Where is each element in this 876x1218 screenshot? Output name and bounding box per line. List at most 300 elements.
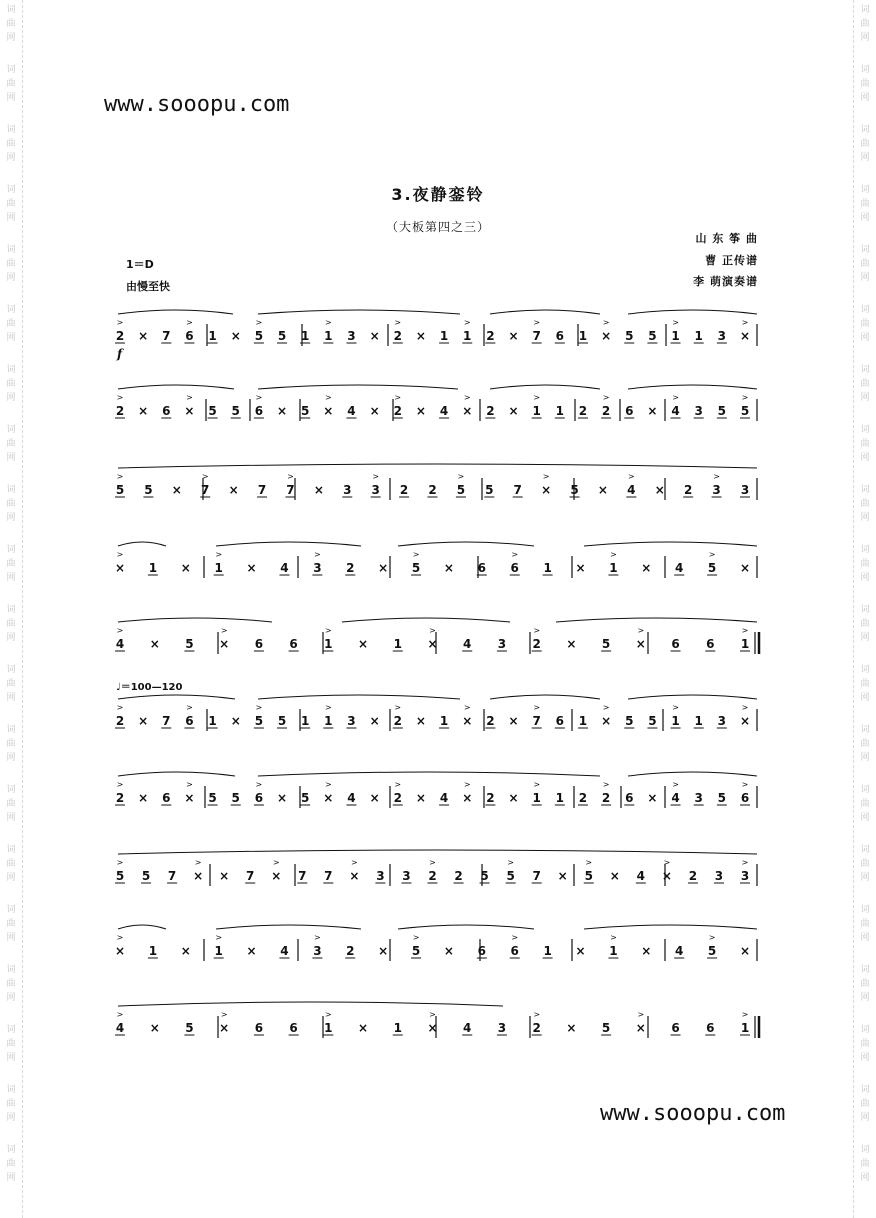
- score-note: ×: [415, 791, 426, 805]
- slur-line: [118, 385, 234, 389]
- score-note: 1: [555, 404, 564, 418]
- watermark-glyph: 曲: [6, 679, 16, 689]
- score-note: 1: [393, 1021, 402, 1035]
- score-note: 1: [208, 329, 217, 343]
- accent-mark: >: [220, 1010, 228, 1019]
- accent-mark: >: [610, 550, 617, 559]
- score-note: 1: [578, 714, 588, 728]
- score-note: ×: [635, 1021, 646, 1035]
- score-note: ×: [246, 561, 257, 575]
- score-note: 1: [532, 791, 541, 805]
- score-note: ×: [149, 1021, 160, 1035]
- score-note: 5: [115, 869, 125, 883]
- score-note: 5: [717, 791, 727, 805]
- watermark-glyph: 词: [860, 965, 870, 975]
- score-note: 1: [148, 944, 158, 958]
- watermark-glyph: 网: [6, 873, 16, 883]
- watermark-glyph: 曲: [860, 859, 870, 869]
- score-note: 5: [277, 714, 287, 728]
- watermark-glyph: 曲: [6, 1159, 16, 1169]
- watermark-glyph: 网: [860, 1173, 870, 1183]
- score-note: ×: [228, 483, 239, 497]
- slur-line: [490, 310, 600, 314]
- watermark-glyph: 曲: [6, 19, 16, 29]
- watermark-glyph: 词: [6, 245, 16, 255]
- score-note: 7: [324, 869, 333, 883]
- score-note: 1: [439, 329, 449, 343]
- score-note: 5: [584, 869, 593, 883]
- score-note: 7: [167, 869, 177, 883]
- score-note: 2: [578, 791, 588, 805]
- accent-mark: >: [394, 318, 402, 327]
- score-note: 3: [313, 561, 322, 575]
- score-note: 4: [636, 869, 646, 883]
- accent-mark: >: [672, 780, 679, 789]
- score-note: ×: [180, 944, 191, 958]
- accent-mark: >: [672, 393, 679, 402]
- score-note: 2: [454, 869, 463, 883]
- score-note: 5: [185, 637, 194, 651]
- watermark-glyph: 词: [6, 965, 16, 975]
- score-note: ×: [415, 404, 426, 418]
- score-note: ×: [369, 791, 380, 805]
- score-note: ×: [271, 869, 282, 883]
- accent-mark: >: [602, 780, 610, 789]
- accent-mark: >: [186, 780, 193, 789]
- accent-mark: >: [610, 933, 617, 942]
- score-note: ×: [180, 561, 191, 575]
- score-note: 7: [162, 714, 171, 728]
- score-note: 6: [625, 404, 634, 418]
- accent-mark: >: [585, 858, 593, 867]
- watermark-glyph: 词: [860, 485, 870, 495]
- score-note: 4: [675, 944, 684, 958]
- score-note: 5: [254, 329, 264, 343]
- score-note: 3: [497, 1021, 507, 1035]
- accent-mark: >: [429, 858, 436, 867]
- score-note: 3: [717, 714, 727, 728]
- tempo-marking: 由慢至快: [126, 280, 170, 293]
- score-note: 5: [625, 329, 634, 343]
- score-note: ×: [575, 944, 586, 958]
- score-note: 2: [428, 869, 437, 883]
- watermark-glyph: 曲: [860, 319, 870, 329]
- accent-mark: >: [116, 703, 124, 712]
- watermark-glyph: 曲: [860, 979, 870, 989]
- score-note: 2: [393, 791, 402, 805]
- score-note: 2: [346, 944, 355, 958]
- watermark-glyph: 词: [6, 125, 16, 135]
- accent-mark: >: [741, 393, 749, 402]
- watermark-glyph: 曲: [860, 79, 870, 89]
- score-note: ×: [219, 869, 230, 883]
- watermark-glyph: 曲: [6, 139, 16, 149]
- score-note: 1: [439, 714, 449, 728]
- score-note: 7: [162, 329, 171, 343]
- score-note: ×: [443, 944, 454, 958]
- score-note: 5: [411, 944, 421, 958]
- watermark-glyph: 网: [6, 453, 16, 463]
- score-note: ×: [277, 404, 288, 418]
- score-note: 5: [717, 404, 727, 418]
- watermark-glyph: 词: [6, 1145, 16, 1155]
- watermark-glyph: 曲: [6, 319, 16, 329]
- accent-mark: >: [602, 318, 610, 327]
- score-note: 4: [463, 637, 472, 651]
- watermark-glyph: 曲: [6, 1099, 16, 1109]
- accent-mark: >: [463, 703, 471, 712]
- score-note: 3: [347, 329, 356, 343]
- score-note: 5: [141, 869, 151, 883]
- score-note: ×: [427, 637, 438, 651]
- score-note: 2: [532, 637, 541, 651]
- accent-mark: >: [255, 703, 263, 712]
- accent-mark: >: [533, 1010, 541, 1019]
- score-note: 7: [257, 483, 267, 497]
- watermark-glyph: 词: [6, 5, 16, 15]
- accent-mark: >: [708, 933, 716, 942]
- accent-mark: >: [533, 703, 541, 712]
- watermark-glyph: 曲: [6, 439, 16, 449]
- score-note: 4: [347, 791, 356, 805]
- score-note: ×: [541, 483, 552, 497]
- accent-mark: >: [394, 703, 402, 712]
- score-note: 6: [185, 329, 194, 343]
- score-note: ×: [171, 483, 182, 497]
- score-note: 7: [532, 714, 541, 728]
- accent-mark: >: [116, 318, 124, 327]
- score-note: 5: [601, 637, 611, 651]
- score-note: 4: [115, 637, 125, 651]
- watermark-glyph: 曲: [6, 259, 16, 269]
- score-note: 2: [399, 483, 409, 497]
- watermark-glyph: 词: [860, 365, 870, 375]
- accent-mark: >: [741, 1010, 749, 1019]
- score-note: 3: [712, 483, 721, 497]
- score-note: ×: [609, 869, 620, 883]
- score-note: ×: [138, 791, 149, 805]
- score-note: 1: [694, 714, 703, 728]
- score-note: ×: [566, 637, 577, 651]
- score-note: ×: [739, 329, 751, 343]
- watermark-glyph: 曲: [860, 379, 870, 389]
- accent-mark: >: [314, 550, 321, 559]
- score-note: 3: [714, 869, 724, 883]
- score-note: 4: [280, 561, 289, 575]
- score-note: 1: [609, 561, 618, 575]
- score-note: 6: [289, 1021, 298, 1035]
- score-note: ×: [575, 561, 586, 575]
- score-note: ×: [149, 637, 160, 651]
- score-note: ×: [597, 483, 608, 497]
- score-note: ×: [184, 404, 195, 418]
- accent-mark: >: [215, 550, 223, 559]
- score-note: 1: [555, 791, 564, 805]
- score-note: 1: [463, 329, 472, 343]
- score-note: 3: [343, 483, 352, 497]
- score-note: 2: [486, 329, 495, 343]
- score-note: ×: [641, 944, 652, 958]
- score-note: 1: [324, 637, 333, 651]
- accent-mark: >: [324, 1010, 332, 1019]
- watermark-glyph: 词: [860, 545, 870, 555]
- accent-mark: >: [663, 858, 671, 867]
- score-note: 2: [115, 791, 125, 805]
- accent-mark: >: [116, 1010, 124, 1019]
- score-note: 4: [439, 404, 449, 418]
- watermark-glyph: 曲: [6, 979, 16, 989]
- accent-mark: >: [741, 318, 749, 327]
- watermark-glyph: 曲: [860, 199, 870, 209]
- score-note: 6: [671, 637, 680, 651]
- watermark-glyph: 曲: [860, 679, 870, 689]
- score-note: 3: [694, 404, 703, 418]
- score-note: 3: [717, 329, 727, 343]
- slur-line: [628, 695, 757, 699]
- accent-mark: >: [201, 472, 209, 481]
- score-note: ×: [323, 404, 334, 418]
- accent-mark: >: [637, 626, 645, 635]
- score-note: 1: [324, 1021, 333, 1035]
- accent-mark: >: [116, 780, 124, 789]
- watermark-glyph: 网: [6, 393, 16, 403]
- score-note: 3: [402, 869, 411, 883]
- score-note: 1: [543, 561, 552, 575]
- watermark-glyph: 词: [6, 425, 16, 435]
- score-note: 4: [347, 404, 356, 418]
- watermark-glyph: 词: [6, 1085, 16, 1095]
- watermark-glyph: 词: [860, 1025, 870, 1035]
- score-note: 5: [231, 791, 240, 805]
- score-note: 7: [532, 869, 541, 883]
- watermark-glyph: 网: [860, 573, 870, 583]
- score-note: 1: [208, 714, 217, 728]
- score-note: 5: [231, 404, 240, 418]
- dynamic-marking: f: [117, 347, 123, 361]
- score-note: 5: [740, 404, 750, 418]
- score-note: ×: [739, 561, 751, 575]
- score-note: 1: [301, 329, 310, 343]
- score-note: 2: [601, 791, 611, 805]
- score-note: ×: [739, 944, 751, 958]
- watermark-glyph: 网: [860, 933, 870, 943]
- accent-mark: >: [602, 393, 610, 402]
- score-note: ×: [277, 791, 288, 805]
- score-note: ×: [138, 714, 149, 728]
- score-note: 5: [485, 483, 494, 497]
- score-note: 4: [439, 791, 449, 805]
- score-note: 2: [115, 404, 125, 418]
- accent-mark: >: [324, 626, 332, 635]
- watermark-glyph: 曲: [6, 619, 16, 629]
- watermark-glyph: 词: [860, 905, 870, 915]
- score-note: ×: [557, 869, 568, 883]
- accent-mark: >: [116, 393, 124, 402]
- score-note: 1: [543, 944, 552, 958]
- watermark-glyph: 网: [860, 633, 870, 643]
- score-note: 5: [254, 714, 264, 728]
- accent-mark: >: [116, 626, 124, 635]
- watermark-glyph: 词: [6, 365, 16, 375]
- watermark-glyph: 词: [6, 485, 16, 495]
- accent-mark: >: [463, 780, 471, 789]
- score-note: 2: [393, 714, 402, 728]
- watermark-glyph: 曲: [860, 19, 870, 29]
- slur-line: [258, 385, 458, 389]
- score-note: 7: [201, 483, 210, 497]
- score-note: ×: [635, 637, 646, 651]
- accent-mark: >: [533, 626, 541, 635]
- score-note: 3: [371, 483, 380, 497]
- score-note: ×: [508, 791, 519, 805]
- watermark-glyph: 词: [6, 845, 16, 855]
- score-note: 5: [601, 1021, 611, 1035]
- accent-mark: >: [314, 933, 321, 942]
- accent-mark: >: [394, 780, 402, 789]
- watermark-glyph: 词: [860, 785, 870, 795]
- score-note: 5: [707, 561, 717, 575]
- score-note: ×: [647, 404, 658, 418]
- score-note: 4: [675, 561, 684, 575]
- accent-mark: >: [672, 703, 679, 712]
- watermark-glyph: 曲: [6, 79, 16, 89]
- slur-line: [118, 542, 166, 546]
- score-note: ×: [138, 404, 149, 418]
- watermark-glyph: 词: [860, 305, 870, 315]
- accent-mark: >: [412, 933, 420, 942]
- watermark-glyph: 词: [6, 305, 16, 315]
- score-note: 3: [497, 637, 507, 651]
- watermark-url-bottom: www.sooopu.com: [600, 1101, 786, 1126]
- score-note: 6: [706, 1021, 715, 1035]
- slur-line: [628, 310, 757, 314]
- watermark-glyph: 曲: [860, 739, 870, 749]
- slur-line: [118, 1002, 503, 1006]
- accent-mark: >: [628, 472, 635, 481]
- score-note: 3: [376, 869, 385, 883]
- slur-line: [490, 385, 600, 389]
- performer-credit: 李 萌演奏谱: [693, 275, 758, 288]
- accent-mark: >: [533, 393, 541, 402]
- slur-line: [258, 695, 460, 699]
- score-note: 5: [570, 483, 579, 497]
- score-note: ×: [323, 791, 334, 805]
- score-note: ×: [661, 869, 672, 883]
- score-note: 6: [254, 791, 264, 805]
- watermark-glyph: 词: [860, 185, 870, 195]
- watermark-url-top: www.sooopu.com: [104, 92, 290, 117]
- watermark-glyph: 曲: [860, 559, 870, 569]
- score-note: 6: [706, 637, 715, 651]
- watermark-glyph: 曲: [6, 1039, 16, 1049]
- slur-line: [118, 464, 757, 468]
- score-note: ×: [415, 714, 426, 728]
- score-note: 6: [671, 1021, 680, 1035]
- score-note: ×: [358, 637, 369, 651]
- accent-mark: >: [429, 626, 436, 635]
- accent-mark: >: [186, 318, 193, 327]
- score-note: 2: [684, 483, 693, 497]
- score-note: ×: [378, 944, 389, 958]
- slur-line: [556, 618, 757, 622]
- score-note: ×: [358, 1021, 369, 1035]
- watermark-glyph: 网: [6, 333, 16, 343]
- watermark-glyph: 网: [860, 453, 870, 463]
- score-note: ×: [369, 404, 380, 418]
- slur-line: [118, 925, 166, 929]
- score-note: 6: [625, 791, 634, 805]
- watermark-glyph: 网: [860, 513, 870, 523]
- score-note: 2: [532, 1021, 541, 1035]
- watermark-glyph: 网: [6, 513, 16, 523]
- watermark-glyph: 网: [860, 93, 870, 103]
- watermark-glyph: 词: [6, 725, 16, 735]
- watermark-glyph: 词: [860, 605, 870, 615]
- watermark-glyph: 曲: [860, 799, 870, 809]
- watermark-glyph: 词: [860, 1085, 870, 1095]
- score-note: 4: [463, 1021, 472, 1035]
- watermark-glyph: 网: [6, 813, 16, 823]
- watermark-glyph: 网: [6, 1053, 16, 1063]
- piece-subtitle: （大板第四之三）: [385, 220, 490, 234]
- watermark-glyph: 网: [6, 753, 16, 763]
- accent-mark: >: [394, 393, 402, 402]
- watermark-glyph: 网: [860, 393, 870, 403]
- score-note: 2: [393, 329, 402, 343]
- score-note: 6: [162, 791, 171, 805]
- score-note: ×: [427, 1021, 438, 1035]
- watermark-glyph: 词: [860, 845, 870, 855]
- score-note: 7: [246, 869, 255, 883]
- score-note: 3: [347, 714, 356, 728]
- score-note: 7: [513, 483, 522, 497]
- watermark-glyph: 网: [860, 1053, 870, 1063]
- accent-mark: >: [463, 318, 471, 327]
- score-note: 1: [694, 329, 703, 343]
- accent-mark: >: [713, 472, 720, 481]
- slur-line: [216, 925, 361, 929]
- watermark-glyph: 曲: [6, 919, 16, 929]
- watermark-glyph: 网: [6, 633, 16, 643]
- score-note: 5: [208, 791, 217, 805]
- accent-mark: >: [637, 1010, 645, 1019]
- watermark-glyph: 网: [860, 873, 870, 883]
- score-note: ×: [313, 483, 324, 497]
- accent-mark: >: [324, 703, 332, 712]
- watermark-glyph: 网: [6, 33, 16, 43]
- score-note: 2: [346, 561, 355, 575]
- score-note: 5: [208, 404, 217, 418]
- accent-mark: >: [351, 858, 358, 867]
- accent-mark: >: [255, 318, 263, 327]
- score-note: 1: [671, 329, 680, 343]
- watermark-glyph: 网: [860, 993, 870, 1003]
- score-note: 2: [601, 404, 611, 418]
- score-note: ×: [246, 944, 257, 958]
- score-note: 7: [532, 329, 541, 343]
- score-note: 1: [324, 714, 333, 728]
- score-note: ×: [462, 791, 473, 805]
- watermark-glyph: 词: [6, 905, 16, 915]
- score-note: ×: [114, 561, 126, 575]
- slur-line: [216, 542, 361, 546]
- watermark-glyph: 曲: [860, 439, 870, 449]
- watermark-glyph: 网: [860, 1113, 870, 1123]
- score-note: 5: [185, 1021, 194, 1035]
- score-note: 2: [393, 404, 402, 418]
- accent-mark: >: [220, 626, 228, 635]
- watermark-glyph: 网: [860, 753, 870, 763]
